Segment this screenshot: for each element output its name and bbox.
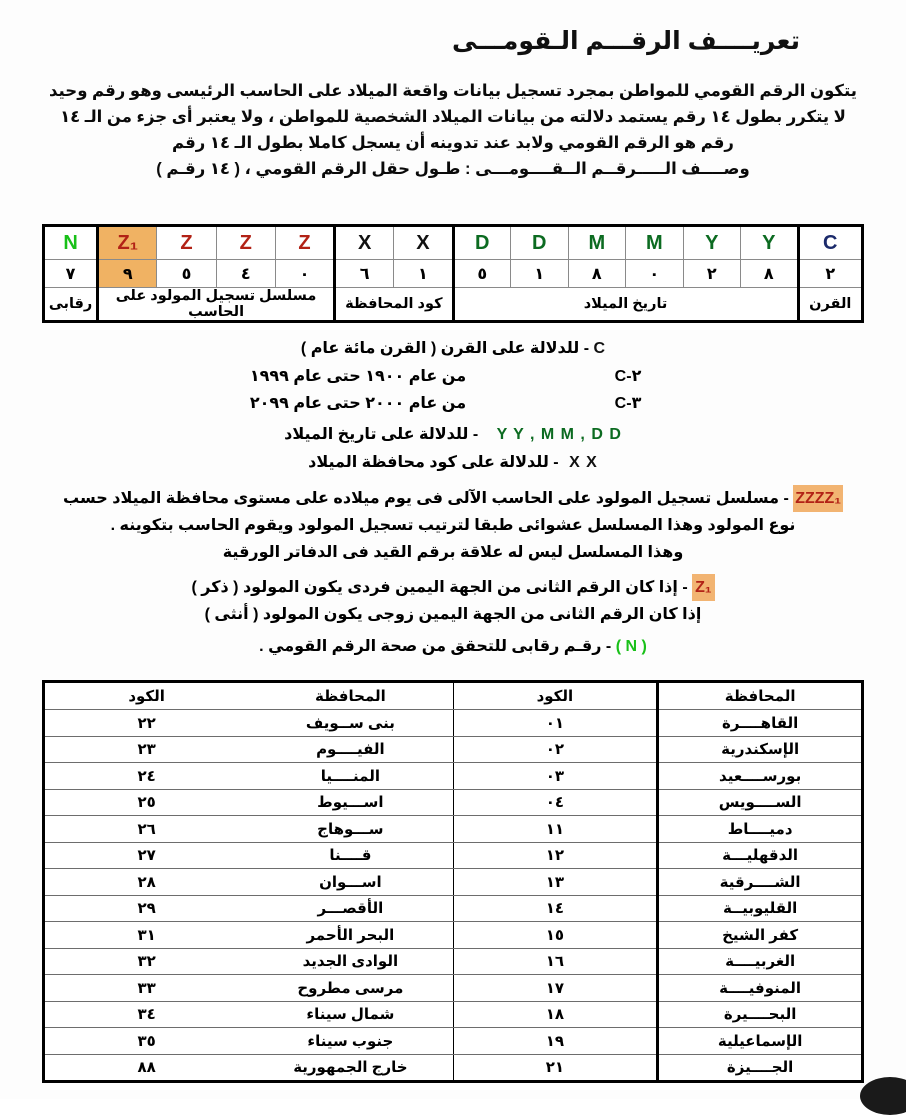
gov-name: كفر الشيخ bbox=[658, 922, 863, 949]
gov-code: ٢٧ bbox=[44, 842, 249, 869]
gov-name: جنوب سيناء bbox=[248, 1028, 453, 1055]
legend-code-zzzz: ZZZZ₁ bbox=[793, 485, 843, 512]
gov-code: ٢٦ bbox=[44, 816, 249, 843]
gov-name: القليوبيــة bbox=[658, 895, 863, 922]
gov-name: الســــويس bbox=[658, 789, 863, 816]
legend-code-c: C bbox=[593, 340, 606, 357]
gov-code: ٢٤ bbox=[44, 763, 249, 790]
gov-name: اســـوان bbox=[248, 869, 453, 896]
table-row bbox=[44, 842, 863, 869]
digit-cell-11: ٤ bbox=[216, 260, 275, 288]
legend-code-n: ( N ) bbox=[615, 638, 647, 655]
table-row bbox=[44, 710, 863, 737]
intro-paragraph bbox=[40, 78, 866, 182]
century-code-2: C-٣ bbox=[614, 395, 642, 412]
digit-cell-9: ٦ bbox=[335, 260, 394, 288]
gov-code: ٢١ bbox=[453, 1054, 658, 1082]
gov-code: ٣٤ bbox=[44, 1001, 249, 1028]
legend-text-c: - للدلالة على القرن ( القرن مائة عام ) bbox=[300, 340, 590, 357]
legend-xx-line bbox=[40, 450, 866, 475]
gov-header-row bbox=[44, 682, 863, 710]
table-row bbox=[44, 1054, 863, 1082]
intro-line-2: لا يتكرر بطول ١٤ رقم يستمد دلالته من بيانات الميلاد الشخصية للمواطن ، ولا يعتبر أى جزء من الـ ١٤ bbox=[60, 108, 846, 126]
gov-code: ١١ bbox=[453, 816, 658, 843]
digit-cell-6: ١ bbox=[511, 260, 569, 288]
letter-cell-c: C bbox=[798, 226, 862, 260]
table-row bbox=[44, 975, 863, 1002]
legend-zzzz-line-1: - مسلسل تسجيل المولود على الحاسب الآلى فى يوم ميلاده على مستوى محافظة الميلاد حسب bbox=[63, 490, 789, 507]
century-mapping-list bbox=[40, 364, 866, 416]
gov-name: الوادى الجديد bbox=[248, 948, 453, 975]
digit-cell-13-highlight: ٩ bbox=[98, 260, 157, 288]
nid-structure-table bbox=[42, 224, 864, 323]
gov-code: ٢٨ bbox=[44, 869, 249, 896]
gov-code: ٠٤ bbox=[453, 789, 658, 816]
gov-code: ٣٥ bbox=[44, 1028, 249, 1055]
gov-name: خارج الجمهورية bbox=[248, 1054, 453, 1082]
gov-name: شمال سيناء bbox=[248, 1001, 453, 1028]
legend-code-xx: X X bbox=[569, 454, 598, 471]
table-row bbox=[44, 895, 863, 922]
table-row bbox=[44, 948, 863, 975]
governorate-code-table bbox=[42, 680, 864, 1083]
legend-ymd-line bbox=[40, 422, 866, 447]
gov-name: ســـوهاج bbox=[248, 816, 453, 843]
group-label-century: القرن bbox=[798, 288, 862, 322]
century-range-2: من عام ٢٠٠٠ حتى عام ٢٠٩٩ bbox=[249, 395, 467, 412]
gov-code: ٠٢ bbox=[453, 736, 658, 763]
gov-code: ٢٣ bbox=[44, 736, 249, 763]
gov-name: الشــــرقية bbox=[658, 869, 863, 896]
gov-name: البحــــيرة bbox=[658, 1001, 863, 1028]
digit-cell-14: ٧ bbox=[44, 260, 98, 288]
legend-zzzz-line-2: نوع المولود وهذا المسلسل عشوائى طبقا لترتيب تسجيل المولود ويقوم الحاسب بتكوينه . bbox=[110, 517, 796, 534]
table-row bbox=[44, 869, 863, 896]
gov-header-code-left: الكود bbox=[44, 682, 249, 710]
legend-n-line bbox=[40, 634, 866, 659]
digit-cell-4: ٠ bbox=[626, 260, 684, 288]
group-label-check: رقابى bbox=[44, 288, 98, 322]
letter-cell-z2: Z bbox=[216, 226, 275, 260]
legend-section bbox=[40, 336, 866, 662]
digit-cell-2: ٨ bbox=[741, 260, 799, 288]
letter-cell-d1: D bbox=[511, 226, 569, 260]
legend-zzzz-line-3: وهذا المسلسل ليس له علاقة برقم القيد فى الدفاتر الورقية bbox=[222, 544, 684, 561]
group-label-birth-date: تاريخ الميلاد bbox=[453, 288, 798, 322]
gov-name: اســـيوط bbox=[248, 789, 453, 816]
gov-code: ١٣ bbox=[453, 869, 658, 896]
gov-code: ٢٩ bbox=[44, 895, 249, 922]
gov-name: الأقصـــر bbox=[248, 895, 453, 922]
century-code-1: C-٢ bbox=[614, 368, 642, 385]
gov-name: المنوفيــــة bbox=[658, 975, 863, 1002]
table-row bbox=[44, 1001, 863, 1028]
gov-code: ٢٢ bbox=[44, 710, 249, 737]
gov-code: ٢٥ bbox=[44, 789, 249, 816]
gov-name: القاهــــرة bbox=[658, 710, 863, 737]
gov-code: ١٤ bbox=[453, 895, 658, 922]
gov-code: ١٨ bbox=[453, 1001, 658, 1028]
intro-line-1: يتكون الرقم القومي للمواطن بمجرد تسجيل بيانات واقعة الميلاد على الحاسب الرئيسى وهو رقم وحيد bbox=[49, 82, 857, 100]
legend-text-n: - رقـم رقابى للتحقق من صحة الرقم القومي . bbox=[259, 638, 612, 655]
gov-code: ١٢ bbox=[453, 842, 658, 869]
century-row bbox=[40, 364, 866, 389]
letter-cell-z1: Z bbox=[275, 226, 334, 260]
legend-z1-line-1: - إذا كان الرقم الثانى من الجهة اليمين فردى يكون المولود ( ذكر ) bbox=[191, 579, 688, 596]
gov-header-name-left: المحافظة bbox=[248, 682, 453, 710]
legend-z1-line-2: إذا كان الرقم الثانى من الجهة اليمين زوجى يكون المولود ( أنثى ) bbox=[204, 606, 702, 623]
gov-header-name-right: المحافظة bbox=[658, 682, 863, 710]
intro-line-4: وصــــف الـــــرقــم الــقــــومـــى : طـول حقل الرقم القومي ، ( ١٤ رقـم ) bbox=[156, 160, 750, 178]
gov-name: الإسكندرية bbox=[658, 736, 863, 763]
letter-cell-x1: X bbox=[394, 226, 453, 260]
gov-name: الغربيــــة bbox=[658, 948, 863, 975]
digit-cell-3: ٢ bbox=[683, 260, 741, 288]
digit-cell-8: ١ bbox=[394, 260, 453, 288]
letter-cell-x2: X bbox=[335, 226, 394, 260]
gov-code: ١٥ bbox=[453, 922, 658, 949]
letter-cell-z4-highlight: Z₁ bbox=[98, 226, 157, 260]
page-title: تعريــــف الرقـــم الـقومـــى bbox=[452, 27, 800, 55]
structure-labels-row bbox=[44, 288, 863, 322]
structure-letters-row bbox=[44, 226, 863, 260]
letter-cell-z3: Z bbox=[157, 226, 216, 260]
letter-cell-y1: Y bbox=[741, 226, 799, 260]
gov-name: بورســــعيد bbox=[658, 763, 863, 790]
gov-code: ٣٣ bbox=[44, 975, 249, 1002]
table-row bbox=[44, 816, 863, 843]
legend-text-xx: - للدلالة على كود محافظة الميلاد bbox=[308, 454, 559, 471]
gov-name: دميــــاط bbox=[658, 816, 863, 843]
legend-z1-block bbox=[40, 574, 866, 628]
gov-code: ١٧ bbox=[453, 975, 658, 1002]
table-row bbox=[44, 789, 863, 816]
table-row bbox=[44, 736, 863, 763]
century-range-1: من عام ١٩٠٠ حتى عام ١٩٩٩ bbox=[249, 368, 467, 385]
digit-cell-10: ٠ bbox=[275, 260, 334, 288]
letter-cell-d2: D bbox=[453, 226, 511, 260]
letter-cell-m2: M bbox=[568, 226, 626, 260]
table-row bbox=[44, 763, 863, 790]
gov-name: الفيــــوم bbox=[248, 736, 453, 763]
century-row bbox=[40, 391, 866, 416]
letter-cell-y2: Y bbox=[683, 226, 741, 260]
legend-text-ymd: - للدلالة على تاريخ الميلاد bbox=[284, 426, 479, 443]
digit-cell-1: ٢ bbox=[798, 260, 862, 288]
letter-cell-m1: M bbox=[626, 226, 684, 260]
gov-name: الدقهليـــة bbox=[658, 842, 863, 869]
gov-name: الإسماعيلية bbox=[658, 1028, 863, 1055]
legend-code-z1: Z₁ bbox=[692, 574, 714, 601]
legend-code-ymd: Y Y , M M , D D bbox=[496, 426, 622, 443]
gov-name: البحر الأحمر bbox=[248, 922, 453, 949]
group-label-gov-code: كود المحافظة bbox=[335, 288, 453, 322]
gov-name: قــــنا bbox=[248, 842, 453, 869]
gov-name: الجــــيزة bbox=[658, 1054, 863, 1082]
letter-cell-n: N bbox=[44, 226, 98, 260]
table-row bbox=[44, 1028, 863, 1055]
digit-cell-7: ٥ bbox=[453, 260, 511, 288]
legend-century-heading bbox=[40, 336, 866, 361]
group-label-serial: مسلسل تسجيل المولود على الحاسب bbox=[98, 288, 335, 322]
gov-code: ٠٣ bbox=[453, 763, 658, 790]
gov-code: ٣١ bbox=[44, 922, 249, 949]
digit-cell-5: ٨ bbox=[568, 260, 626, 288]
gov-code: ٠١ bbox=[453, 710, 658, 737]
gov-name: بنى ســويف bbox=[248, 710, 453, 737]
digit-cell-12: ٥ bbox=[157, 260, 216, 288]
gov-code: ٣٢ bbox=[44, 948, 249, 975]
gov-code: ٨٨ bbox=[44, 1054, 249, 1082]
gov-name: مرسى مطروح bbox=[248, 975, 453, 1002]
intro-line-3: رقم هو الرقم القومي ولابد عند تدوينه أن يسجل كاملا بطول الـ ١٤ رقم bbox=[172, 134, 734, 152]
legend-zzzz-block bbox=[40, 485, 866, 566]
gov-name: المنــــيا bbox=[248, 763, 453, 790]
gov-code: ١٦ bbox=[453, 948, 658, 975]
page-corner-mark bbox=[860, 1077, 906, 1115]
gov-code: ١٩ bbox=[453, 1028, 658, 1055]
table-row bbox=[44, 922, 863, 949]
gov-header-code-right: الكود bbox=[453, 682, 658, 710]
structure-digits-row bbox=[44, 260, 863, 288]
